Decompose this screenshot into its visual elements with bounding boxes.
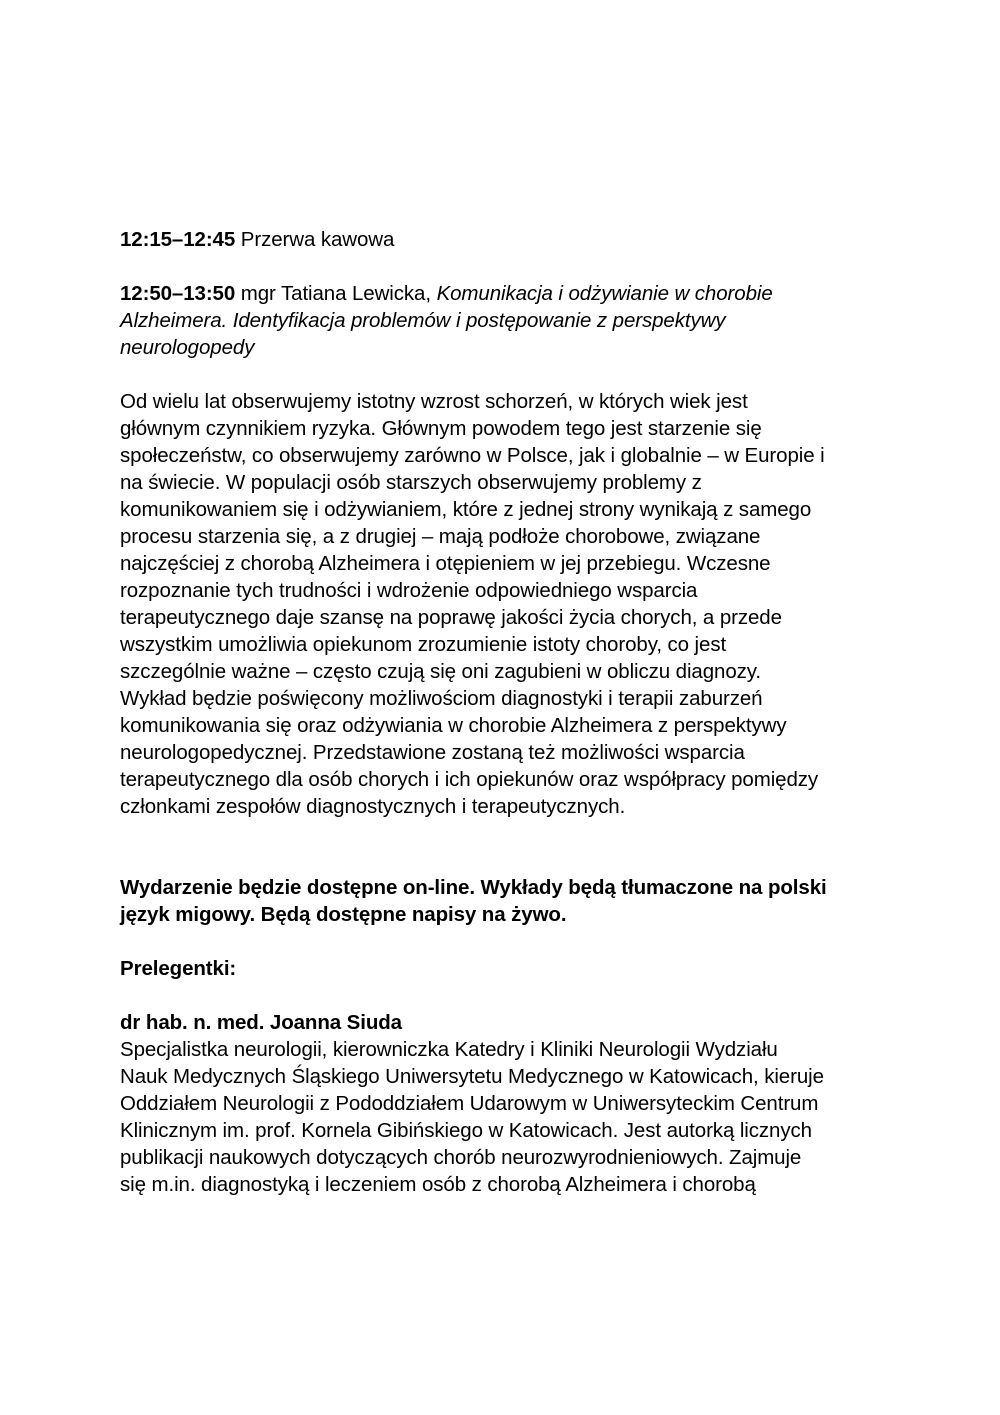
abstract-line: rozpoznanie tych trudności i wdrożenie odpowiedniego wsparcia: [120, 579, 698, 602]
schedule-item-coffee-break: [120, 226, 900, 253]
abstract-line: Od wielu lat obserwujemy istotny wzrost schorzeń, w których wiek jest: [120, 390, 748, 413]
lecture-title-line: Komunikacja i odżywianie w chorobie: [436, 282, 773, 305]
abstract-line: najczęściej z chorobą Alzheimera i otępieniem w jej przebiegu. Wczesne: [120, 552, 771, 575]
abstract-line: terapeutycznego dla osób chorych i ich opiekunów oraz współpracy pomiędzy: [120, 768, 819, 791]
bio-line: się m.in. diagnostyką i leczeniem osób z chorobą Alzheimera i chorobą: [120, 1173, 756, 1196]
abstract-line: Wykład będzie poświęcony możliwościom diagnostyki i terapii zaburzeń: [120, 687, 763, 710]
bio-line: Klinicznym im. prof. Kornela Gibińskiego w Katowicach. Jest autorką licznych: [120, 1119, 812, 1142]
schedule-time: 12:50–13:50: [120, 282, 236, 305]
abstract-line: terapeutycznego daje szansę na poprawę jakości życia chorych, a przede: [120, 606, 782, 629]
online-notice: [120, 874, 900, 928]
abstract-line: społeczeństw, co obserwujemy zarówno w Polsce, jak i globalnie – w Europie i: [120, 444, 825, 467]
schedule-item-lecture: [120, 280, 900, 361]
speaker-bio: [120, 1009, 900, 1198]
abstract-line: komunikowaniem się i odżywianiem, które z jednej strony wynikają z samego: [120, 498, 812, 521]
schedule-time: 12:15–12:45: [120, 228, 236, 251]
abstract-line: na świecie. W populacji osób starszych obserwujemy problemy z: [120, 471, 702, 494]
lecture-speaker: mgr Tatiana Lewicka,: [235, 282, 437, 305]
lecture-abstract: [120, 388, 900, 820]
document-page: [120, 226, 900, 1198]
speaker-name: dr hab. n. med. Joanna Siuda: [120, 1011, 402, 1034]
notice-line: język migowy. Będą dostępne napisy na żywo.: [120, 903, 567, 926]
bio-line: publikacji naukowych dotyczących chorób neurozwyrodnieniowych. Zajmuje: [120, 1146, 802, 1169]
schedule-title: Przerwa kawowa: [235, 228, 395, 251]
bio-line: Oddziałem Neurologii z Pododdziałem Udarowym w Uniwersyteckim Centrum: [120, 1092, 819, 1115]
notice-line: Wydarzenie będzie dostępne on-line. Wykłady będą tłumaczone na polski: [120, 876, 827, 899]
abstract-line: szczególnie ważne – często czują się oni zagubieni w obliczu diagnozy.: [120, 660, 762, 683]
abstract-line: głównym czynnikiem ryzyka. Głównym powodem tego jest starzenie się: [120, 417, 762, 440]
speakers-heading: Prelegentki:: [120, 957, 237, 980]
abstract-line: procesu starzenia się, a z drugiej – mają podłoże chorobowe, związane: [120, 525, 761, 548]
bio-line: Nauk Medycznych Śląskiego Uniwersytetu Medycznego w Katowicach, kieruje: [120, 1065, 824, 1088]
abstract-line: członkami zespołów diagnostycznych i terapeutycznych.: [120, 795, 626, 818]
lecture-title-line: Alzheimera. Identyfikacja problemów i postępowanie z perspektywy: [120, 309, 726, 332]
abstract-line: komunikowania się oraz odżywiania w chorobie Alzheimera z perspektywy: [120, 714, 787, 737]
abstract-line: neurologopedycznej. Przedstawione zostaną też możliwości wsparcia: [120, 741, 745, 764]
lecture-title-line: neurologopedy: [120, 336, 255, 359]
bio-line: Specjalistka neurologii, kierowniczka Katedry i Kliniki Neurologii Wydziału: [120, 1038, 778, 1061]
abstract-line: wszystkim umożliwia opiekunom zrozumienie istoty choroby, co jest: [120, 633, 727, 656]
